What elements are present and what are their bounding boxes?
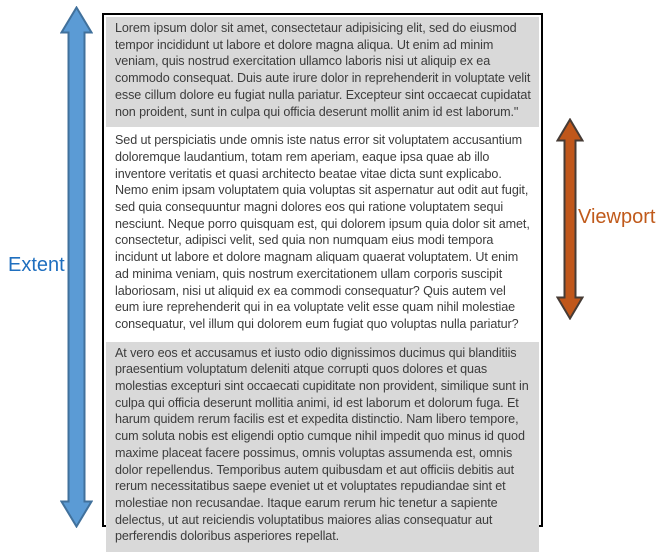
extent-label: Extent — [8, 254, 65, 276]
paragraph-outside-top: Lorem ipsum dolor sit amet, consectetaur adipisicing elit, sed do eiusmod tempor incididunt ut labore et dolore magna aliqua. Ut enim ad minim veniam, quis nostrud exercitation ullamco laboris nisi ut aliquip ex ea commodo consequat. Duis aute irure dolor in reprehenderit in voluptate velit esse cillum dolore eu fugiat nulla pariatur. Excepteur sint occaecat cupidatat non proident, sunt in culpa qui officia deserunt mollit anim id est laborum." — [106, 17, 539, 127]
paragraph-viewport: Sed ut perspiciatis unde omnis iste natus error sit voluptatem accusantium doloremque laudantium, totam rem aperiam, eaque ipsa quae ab illo inventore veritatis et quasi architecto beatae vitae dicta sunt explicabo. Nemo enim ipsam voluptatem quia voluptas sit aspernatur aut odit aut fugit, sed quia consequuntur magni dolores eos qui ratione voluptatem sequi nesciunt. Neque porro quisquam est, qui dolorem ipsum quia dolor sit amet, consectetur, adipisci velit, sed quia non numquam eius modi tempora incidunt ut labore et dolore magnam aliquam quaerat voluptatem. Ut enim ad minima veniam, quis nostrum exercitationem ullam corporis suscipit laboriosam, nisi ut aliquid ex ea commodi consequatur? Quis autem vel eum iure reprehenderit qui in ea voluptate velit esse quam nihil molestiae consequatur, vel illum qui dolorem eum fugiat quo voluptas nulla pariatur? — [106, 129, 539, 339]
viewport-label: Viewport — [578, 206, 656, 228]
extent-arrow-shape — [62, 8, 92, 527]
paragraph-outside-bottom: At vero eos et accusamus et iusto odio dignissimos ducimus qui blanditiis praesentium voluptatum deleniti atque corrupti quos dolores et quas molestias excepturi sint occaecati cupiditate non provident, similique sunt in culpa qui officia deserunt mollitia animi, id est laborum et dolorum fuga. Et harum quidem rerum facilis est et expedita distinctio. Nam libero tempore, cum soluta nobis est eligendi optio cumque nihil impedit quo minus id quod maxime placeat facere possimus, omnis voluptas assumenda est, omnis dolor repellendus. Temporibus autem quibusdam et aut officiis debitis aut rerum necessitatibus saepe eveniet ut et voluptates repudiandae sint et molestiae non recusandae. Itaque earum rerum hic tenetur a sapiente delectus, ut aut reiciendis voluptatibus maiores alias consequatur aut perferendis doloribus asperiores repellat. — [106, 342, 539, 552]
content-box — [102, 13, 543, 544]
